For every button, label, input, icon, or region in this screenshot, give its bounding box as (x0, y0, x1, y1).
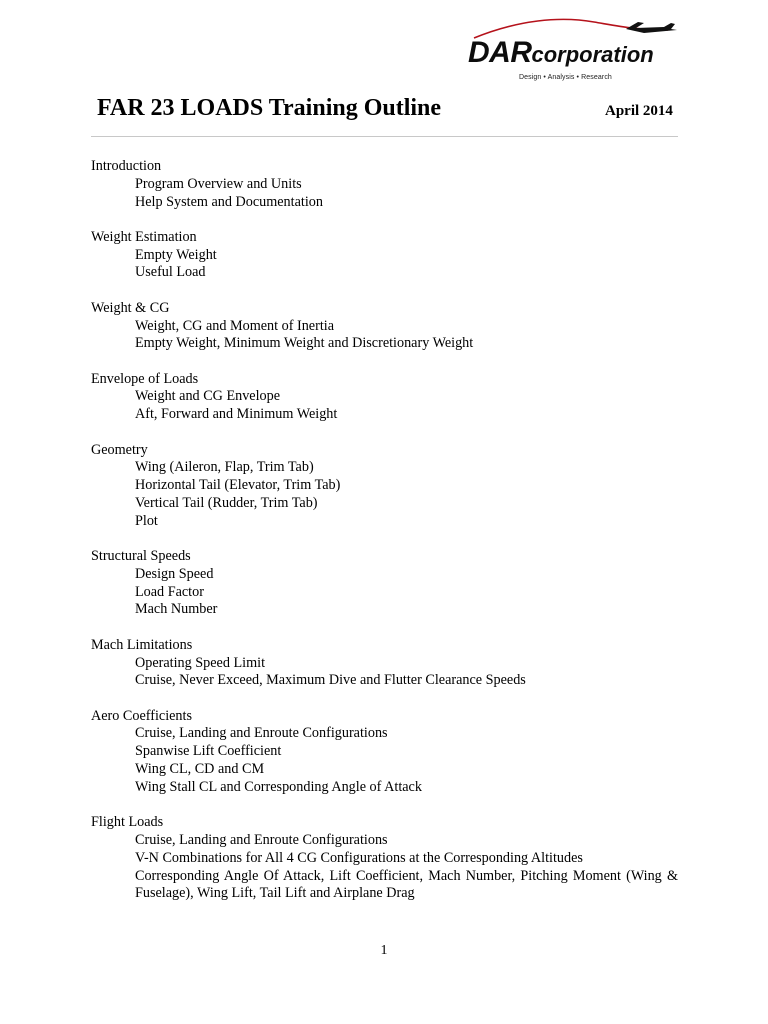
section-title: Structural Speeds (91, 548, 191, 565)
outline-section (91, 708, 678, 797)
outline-item: Load Factor (135, 583, 204, 600)
outline-item: Design Speed (135, 565, 214, 582)
logo-wordmark (468, 38, 654, 68)
outline-section (91, 229, 678, 282)
outline-item: Empty Weight, Minimum Weight and Discretionary Weight (135, 335, 474, 352)
section-title: Weight & CG (91, 299, 170, 316)
page-title: FAR 23 LOADS Training Outline (97, 95, 442, 121)
training-outline (91, 158, 678, 921)
section-title: Mach Limitations (91, 636, 193, 653)
outline-section (91, 300, 678, 353)
outline-item: Cruise, Landing and Enroute Configurations (135, 831, 388, 848)
outline-item: Wing (Aileron, Flap, Trim Tab) (135, 459, 314, 476)
outline-item: Operating Speed Limit (135, 654, 266, 671)
outline-item: Horizontal Tail (Elevator, Trim Tab) (135, 477, 341, 494)
outline-item: Spanwise Lift Coefficient (135, 743, 282, 760)
outline-item: Empty Weight (135, 246, 217, 263)
header-divider (91, 136, 678, 137)
logo-tagline: Design • Analysis • Research (519, 74, 612, 81)
outline-item: Wing Stall CL and Corresponding Angle of Attack (135, 778, 422, 795)
page-date: April 2014 (605, 103, 673, 119)
section-title: Introduction (91, 158, 162, 174)
outline-item: Program Overview and Units (135, 175, 302, 192)
outline-item: Weight, CG and Moment of Inertia (135, 317, 335, 334)
outline-item: Cruise, Landing and Enroute Configurations (135, 725, 388, 742)
outline-item: V-N Combinations for All 4 CG Configurations at the Corresponding Altitudes (135, 849, 583, 866)
outline-item: Vertical Tail (Rudder, Trim Tab) (135, 494, 318, 511)
outline-section (91, 371, 678, 424)
outline-item: Plot (135, 512, 158, 529)
outline-item: Help System and Documentation (135, 193, 323, 210)
section-title: Weight Estimation (91, 228, 197, 245)
company-logo (468, 14, 680, 81)
section-title: Flight Loads (91, 814, 164, 831)
outline-item: Mach Number (135, 601, 218, 618)
outline-section (91, 548, 678, 619)
outline-item: Wing CL, CD and CM (135, 761, 265, 778)
section-title: Geometry (91, 441, 148, 458)
outline-section (91, 814, 678, 903)
outline-section (91, 158, 678, 211)
outline-section (91, 637, 678, 690)
section-title: Aero Coefficients (91, 707, 192, 724)
outline-section (91, 442, 678, 531)
logo-brand-bold: DAR (468, 36, 532, 69)
outline-item: Cruise, Never Exceed, Maximum Dive and Flutter Clearance Speeds (135, 672, 526, 689)
logo-brand-rest: corporation (531, 42, 654, 67)
page-number: 1 (380, 943, 388, 958)
outline-item: Aft, Forward and Minimum Weight (135, 406, 338, 423)
outline-item: Weight and CG Envelope (135, 388, 281, 405)
outline-item: Useful Load (135, 264, 206, 281)
section-title: Envelope of Loads (91, 370, 199, 387)
outline-item: Corresponding Angle Of Attack, Lift Coefficient, Mach Number, Pitching Moment (Wing & Fuselage), Wing Lift, Tail Lift and Airplane Drag (135, 867, 678, 902)
